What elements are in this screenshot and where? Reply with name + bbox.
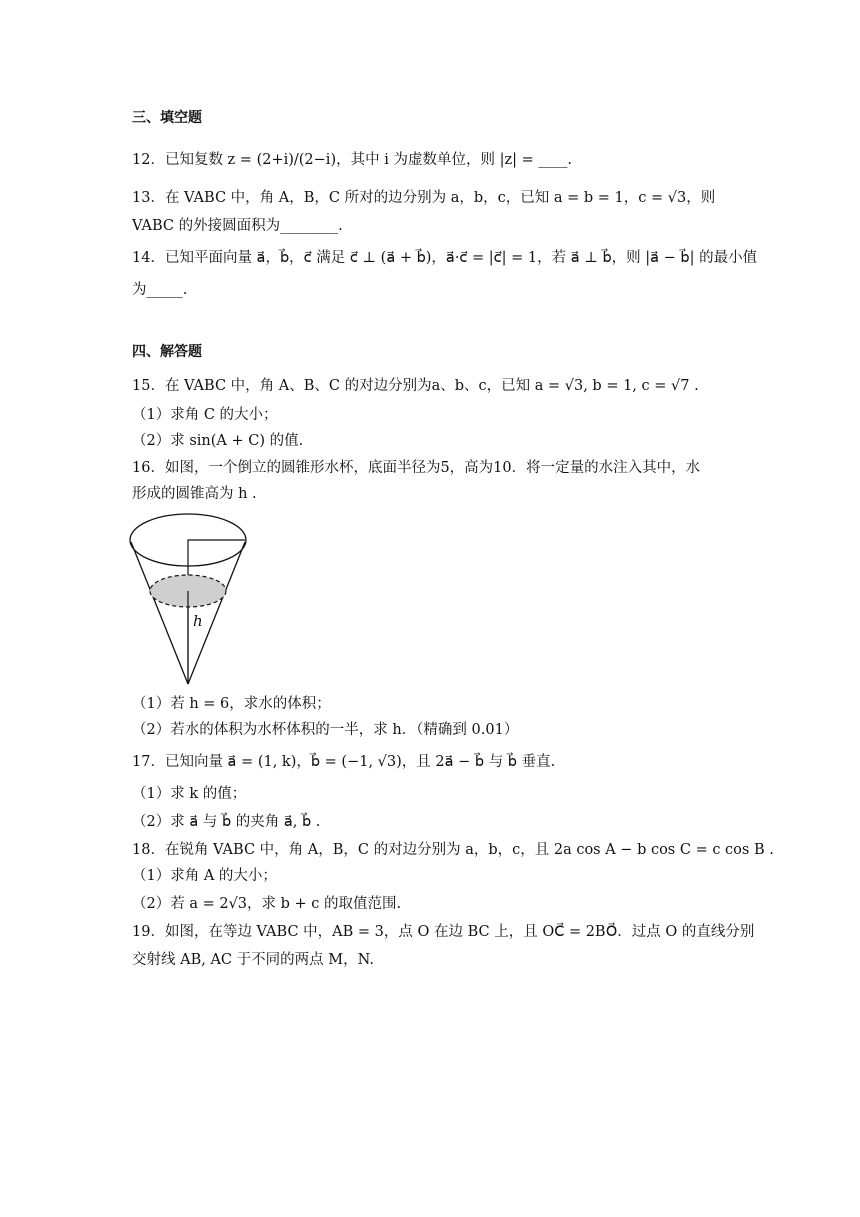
- question-16-part-2: （2）若水的体积为水杯体积的一半，求 h．（精确到 0.01）: [132, 722, 519, 738]
- question-15-part-1: （1）求角 C 的大小；: [132, 407, 278, 423]
- question-16-line-1: 16．如图，一个倒立的圆锥形水杯，底面半径为5，高为10．将一定量的水注入其中，水: [132, 460, 701, 476]
- question-16-line-2: 形成的圆锥高为 h .: [132, 486, 257, 502]
- question-16-part-1: （1）若 h = 6，求水的体积；: [132, 696, 331, 712]
- question-13-line-1: 13．在 VABC 中，角 A，B，C 所对的边分别为 a，b，c，已知 a = b = 1，c = √3，则: [132, 190, 716, 206]
- question-19-line-2: 交射线 AB, AC 于不同的两点 M，N.: [132, 952, 374, 968]
- label-h: h: [193, 612, 203, 630]
- question-14-line-1: 14．已知平面向量 a⃗，b⃗，c⃗ 满足 c⃗ ⊥ (a⃗ + b⃗)，a⃗·c⃗ = |c⃗| = 1，若 a⃗ ⊥ b⃗，则 |a⃗ − b⃗| 的最小值: [132, 250, 758, 266]
- question-18-part-2: （2）若 a = 2√3，求 b + c 的取值范围.: [132, 896, 402, 912]
- question-14-line-2: 为_____.: [132, 282, 188, 298]
- cone-cup-figure: [128, 512, 252, 688]
- question-18: 18．在锐角 VABC 中，角 A，B，C 的对边分别为 a，b，c，且 2a cos A − b cos C = c cos B .: [132, 842, 774, 858]
- section-solve-header: 四、解答题: [132, 344, 202, 360]
- section-fill-in-header: 三、填空题: [132, 110, 202, 126]
- question-17: 17．已知向量 a⃗ = (1, k)，b⃗ = (−1, √3)，且 2a⃗ − b⃗ 与 b⃗ 垂直.: [132, 754, 556, 770]
- question-13-line-2: VABC 的外接圆面积为________.: [132, 218, 343, 234]
- question-17-part-1: （1）求 k 的值；: [132, 786, 247, 802]
- question-15: 15．在 VABC 中，角 A、B、C 的对边分别为a、b、c，已知 a = √3, b = 1, c = √7 .: [132, 378, 699, 394]
- question-19-line-1: 19．如图，在等边 VABC 中，AB = 3，点 O 在边 BC 上，且 OC⃗ = 2BO⃗．过点 O 的直线分别: [132, 924, 755, 940]
- question-15-part-2: （2）求 sin(A + C) 的值.: [132, 433, 304, 449]
- question-12: 12．已知复数 z = (2+i)/(2−i)，其中 i 为虚数单位，则 |z| = ____.: [132, 152, 572, 168]
- question-18-part-1: （1）求角 A 的大小；: [132, 868, 277, 884]
- question-17-part-2: （2）求 a⃗ 与 b⃗ 的夹角 a⃗, b⃗ .: [132, 814, 321, 830]
